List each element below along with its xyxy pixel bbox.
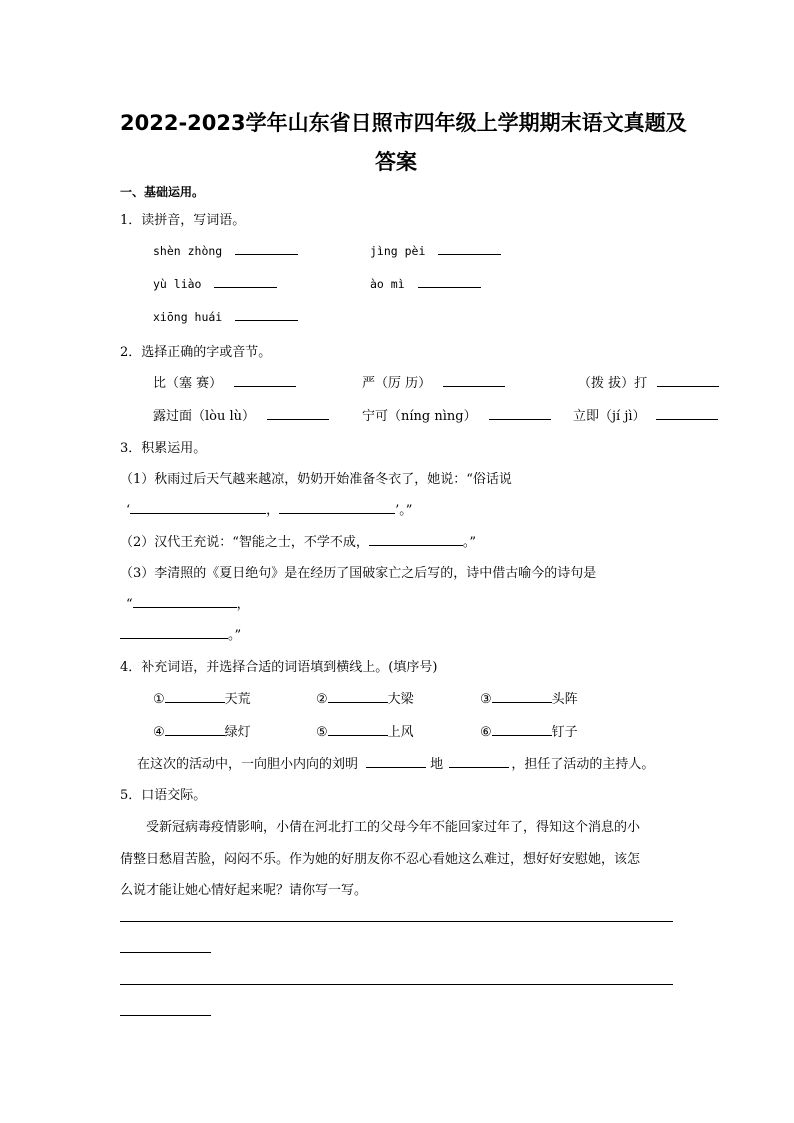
sub-question-2 (120, 531, 476, 550)
choice-text: 露过面（lòu lù） (153, 409, 256, 424)
choice-item (362, 405, 551, 424)
idiom-word: 绿灯 (224, 725, 251, 740)
answer-blank[interactable] (492, 723, 552, 736)
answer-blank[interactable] (656, 407, 718, 420)
pinyin-item (370, 242, 501, 258)
comma: ， (236, 597, 250, 612)
question-5-heading: 5．口语交际。 (120, 788, 207, 803)
question-2-heading: 2．选择正确的字或音节。 (120, 345, 272, 360)
idiom-item (480, 721, 578, 740)
pinyin-item (370, 275, 481, 291)
answer-blank[interactable] (165, 690, 225, 703)
answer-blank[interactable] (418, 275, 481, 288)
choice-item (153, 405, 329, 424)
choice-item (573, 405, 718, 424)
choice-item (153, 372, 296, 391)
item-number: ④ (153, 725, 165, 740)
sub-question-1: （1）秋雨过后天气越来越凉，奶奶开始准备冬衣了，她说：“俗话说 (120, 472, 512, 487)
open-quote: “ (126, 597, 133, 612)
idiom-word: 钉子 (551, 725, 578, 740)
question-3-heading: 3．积累运用。 (120, 441, 207, 456)
writing-line[interactable] (120, 984, 673, 985)
idiom-item (153, 721, 251, 740)
answer-blank[interactable] (214, 275, 277, 288)
sentence-part: ，担任了活动的主持人。 (511, 757, 655, 772)
pinyin-text: ào mì (370, 277, 405, 291)
answer-blank[interactable] (438, 242, 501, 255)
item-number: ⑤ (316, 725, 328, 740)
page-title-line1: 2022-2023学年山东省日照市四年级上学期期末语文真题及 (120, 111, 687, 135)
idiom-word: 天荒 (224, 692, 251, 707)
question-1-heading: 1．读拼音，写词语。 (120, 213, 246, 228)
pinyin-text: xiōng huái (153, 310, 223, 324)
choice-text: 立即（jí jì） (573, 409, 646, 424)
item-number: ① (153, 692, 165, 707)
answer-blank[interactable] (267, 407, 329, 420)
writing-line[interactable] (120, 1015, 211, 1016)
fill-sentence (137, 753, 654, 772)
answer-blank[interactable] (130, 501, 266, 514)
sub-question-3-blank-2 (120, 624, 241, 643)
pinyin-item (153, 242, 298, 258)
sub-question-1-blanks (126, 499, 412, 518)
page-title-line2: 答案 (375, 150, 417, 174)
paragraph-line: 么说才能让她心情好起来呢？请你写一写。 (120, 883, 368, 898)
writing-line[interactable] (120, 921, 673, 922)
idiom-item (480, 688, 578, 707)
choice-text: （拨 拔）打 (578, 376, 648, 391)
sentence-part: 在这次的活动中，一向胆小内向的刘明 (137, 757, 359, 772)
idiom-item (316, 721, 414, 740)
question-4-heading: 4．补充词语，并选择合适的词语填到横线上。(填序号) (120, 660, 438, 675)
answer-blank[interactable] (366, 755, 426, 768)
pinyin-item (153, 308, 298, 324)
answer-blank[interactable] (657, 374, 719, 387)
pinyin-text: shèn zhòng (153, 244, 223, 258)
sub-question-3-blank-1 (126, 593, 250, 612)
close-quote: ’。” (395, 503, 413, 518)
idiom-item (153, 688, 251, 707)
section-heading: 一、基础运用。 (120, 185, 205, 199)
idiom-word: 头阵 (551, 692, 578, 707)
sub-question-2-text: （2）汉代王充说：“智能之士，不学不成， (120, 535, 369, 550)
item-number: ② (316, 692, 328, 707)
choice-item (362, 372, 505, 391)
idiom-item (316, 688, 414, 707)
close-quote: 。” (462, 535, 477, 550)
item-number: ⑥ (480, 725, 492, 740)
idiom-word: 上风 (387, 725, 414, 740)
answer-blank[interactable] (443, 374, 505, 387)
paragraph-line: 受新冠病毒疫情影响，小倩在河北打工的父母今年不能回家过年了，得知这个消息的小 (146, 820, 641, 835)
sentence-part: 地 (430, 757, 444, 772)
answer-blank[interactable] (133, 595, 237, 608)
sub-question-3: （3）李清照的《夏日绝句》是在经历了国破家亡之后写的，诗中借古喻今的诗句是 (120, 566, 597, 581)
answer-blank[interactable] (120, 626, 228, 639)
idiom-word: 大梁 (387, 692, 414, 707)
answer-blank[interactable] (234, 374, 296, 387)
answer-blank[interactable] (165, 723, 225, 736)
paragraph-line: 倩整日愁眉苦脸，闷闷不乐。作为她的好朋友你不忍心看她这么难过，想好好安慰她，该怎 (120, 852, 641, 867)
writing-line[interactable] (120, 952, 211, 953)
choice-text: 严（厉 历） (362, 376, 432, 391)
answer-blank[interactable] (279, 501, 395, 514)
answer-blank[interactable] (489, 407, 551, 420)
answer-blank[interactable] (235, 308, 298, 321)
answer-blank[interactable] (492, 690, 552, 703)
choice-text: 比（塞 赛） (153, 376, 223, 391)
answer-blank[interactable] (369, 533, 463, 546)
answer-blank[interactable] (328, 723, 388, 736)
close-quote: 。” (228, 628, 242, 643)
choice-text: 宁可（níng nìng） (362, 409, 477, 424)
pinyin-text: yù liào (153, 277, 202, 291)
comma: ， (266, 503, 280, 518)
pinyin-text: jìng pèi (370, 244, 426, 258)
answer-blank[interactable] (328, 690, 388, 703)
item-number: ③ (480, 692, 492, 707)
answer-blank[interactable] (235, 242, 298, 255)
open-quote: ‘ (126, 503, 131, 518)
pinyin-item (153, 275, 277, 291)
choice-item (578, 372, 719, 391)
answer-blank[interactable] (449, 755, 509, 768)
